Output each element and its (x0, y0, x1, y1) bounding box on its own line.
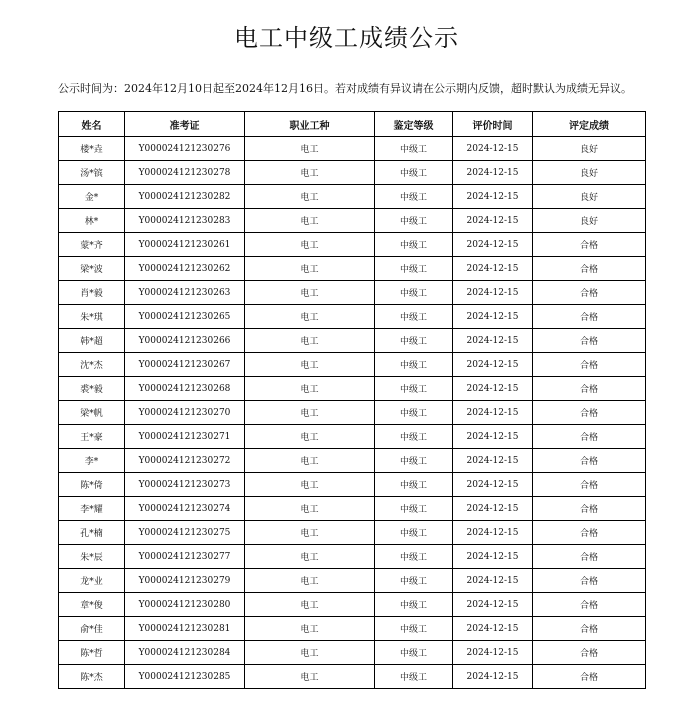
table-row (59, 449, 646, 473)
cell-result: 良好 (533, 209, 646, 233)
table-row (59, 377, 646, 401)
cell-level: 中级工 (375, 209, 453, 233)
cell-occupation: 电工 (245, 665, 375, 689)
cell-result: 合格 (533, 401, 646, 425)
table-row (59, 185, 646, 209)
table-header-row (59, 112, 646, 137)
cell-exam-id: Y000024121230272 (125, 449, 245, 473)
cell-name: 陈*杰 (59, 665, 125, 689)
cell-name: 李* (59, 449, 125, 473)
cell-result: 合格 (533, 641, 646, 665)
cell-result: 合格 (533, 425, 646, 449)
cell-occupation: 电工 (245, 329, 375, 353)
cell-exam-id: Y000024121230265 (125, 305, 245, 329)
cell-exam-id: Y000024121230284 (125, 641, 245, 665)
cell-level: 中级工 (375, 161, 453, 185)
cell-occupation: 电工 (245, 377, 375, 401)
cell-result: 良好 (533, 185, 646, 209)
cell-eval-date: 2024-12-15 (453, 545, 533, 569)
cell-eval-date: 2024-12-15 (453, 233, 533, 257)
cell-exam-id: Y000024121230282 (125, 185, 245, 209)
cell-exam-id: Y000024121230276 (125, 137, 245, 161)
cell-occupation: 电工 (245, 593, 375, 617)
table-row (59, 617, 646, 641)
cell-occupation: 电工 (245, 137, 375, 161)
cell-result: 合格 (533, 353, 646, 377)
cell-occupation: 电工 (245, 257, 375, 281)
cell-eval-date: 2024-12-15 (453, 497, 533, 521)
results-table (58, 111, 646, 689)
cell-name: 金* (59, 185, 125, 209)
cell-occupation: 电工 (245, 641, 375, 665)
table-body (59, 137, 646, 689)
cell-level: 中级工 (375, 449, 453, 473)
cell-result: 合格 (533, 329, 646, 353)
cell-occupation: 电工 (245, 161, 375, 185)
cell-occupation: 电工 (245, 569, 375, 593)
cell-level: 中级工 (375, 545, 453, 569)
cell-exam-id: Y000024121230278 (125, 161, 245, 185)
cell-eval-date: 2024-12-15 (453, 185, 533, 209)
cell-occupation: 电工 (245, 305, 375, 329)
cell-name: 朱*琪 (59, 305, 125, 329)
cell-occupation: 电工 (245, 353, 375, 377)
cell-eval-date: 2024-12-15 (453, 281, 533, 305)
cell-name: 汤*镔 (59, 161, 125, 185)
cell-exam-id: Y000024121230281 (125, 617, 245, 641)
cell-level: 中级工 (375, 377, 453, 401)
cell-name: 楼*垚 (59, 137, 125, 161)
header-exam-id: 准考证 (125, 112, 245, 137)
cell-name: 肖*毅 (59, 281, 125, 305)
cell-eval-date: 2024-12-15 (453, 377, 533, 401)
header-result: 评定成绩 (533, 112, 646, 137)
cell-level: 中级工 (375, 353, 453, 377)
cell-level: 中级工 (375, 401, 453, 425)
cell-result: 合格 (533, 257, 646, 281)
cell-name: 龙*业 (59, 569, 125, 593)
cell-result: 合格 (533, 449, 646, 473)
table-row (59, 257, 646, 281)
cell-exam-id: Y000024121230283 (125, 209, 245, 233)
cell-eval-date: 2024-12-15 (453, 617, 533, 641)
cell-result: 良好 (533, 137, 646, 161)
cell-level: 中级工 (375, 425, 453, 449)
cell-exam-id: Y000024121230277 (125, 545, 245, 569)
table-row (59, 473, 646, 497)
cell-name: 梁*波 (59, 257, 125, 281)
cell-exam-id: Y000024121230280 (125, 593, 245, 617)
cell-level: 中级工 (375, 593, 453, 617)
table-row (59, 425, 646, 449)
table-row (59, 641, 646, 665)
cell-result: 良好 (533, 161, 646, 185)
cell-eval-date: 2024-12-15 (453, 665, 533, 689)
cell-name: 俞*佳 (59, 617, 125, 641)
cell-result: 合格 (533, 473, 646, 497)
cell-eval-date: 2024-12-15 (453, 137, 533, 161)
cell-name: 梁*帆 (59, 401, 125, 425)
cell-level: 中级工 (375, 137, 453, 161)
cell-occupation: 电工 (245, 617, 375, 641)
cell-level: 中级工 (375, 521, 453, 545)
table-row (59, 569, 646, 593)
cell-occupation: 电工 (245, 401, 375, 425)
table-row (59, 545, 646, 569)
cell-eval-date: 2024-12-15 (453, 449, 533, 473)
cell-result: 合格 (533, 569, 646, 593)
cell-name: 沈*杰 (59, 353, 125, 377)
cell-exam-id: Y000024121230274 (125, 497, 245, 521)
table-row (59, 233, 646, 257)
cell-level: 中级工 (375, 641, 453, 665)
cell-exam-id: Y000024121230271 (125, 425, 245, 449)
cell-eval-date: 2024-12-15 (453, 641, 533, 665)
cell-exam-id: Y000024121230273 (125, 473, 245, 497)
cell-exam-id: Y000024121230270 (125, 401, 245, 425)
cell-eval-date: 2024-12-15 (453, 569, 533, 593)
cell-exam-id: Y000024121230275 (125, 521, 245, 545)
cell-result: 合格 (533, 233, 646, 257)
table-row (59, 665, 646, 689)
cell-eval-date: 2024-12-15 (453, 329, 533, 353)
page-title: 电工中级工成绩公示 (234, 24, 459, 52)
header-occupation: 职业工种 (245, 112, 375, 137)
header-level: 鉴定等级 (375, 112, 453, 137)
cell-name: 林* (59, 209, 125, 233)
cell-level: 中级工 (375, 305, 453, 329)
cell-eval-date: 2024-12-15 (453, 209, 533, 233)
cell-eval-date: 2024-12-15 (453, 521, 533, 545)
cell-exam-id: Y000024121230267 (125, 353, 245, 377)
cell-result: 合格 (533, 545, 646, 569)
table-row (59, 329, 646, 353)
cell-occupation: 电工 (245, 449, 375, 473)
table-row (59, 305, 646, 329)
cell-eval-date: 2024-12-15 (453, 593, 533, 617)
cell-eval-date: 2024-12-15 (453, 353, 533, 377)
cell-exam-id: Y000024121230268 (125, 377, 245, 401)
cell-level: 中级工 (375, 185, 453, 209)
cell-eval-date: 2024-12-15 (453, 425, 533, 449)
cell-name: 裘*毅 (59, 377, 125, 401)
cell-exam-id: Y000024121230263 (125, 281, 245, 305)
cell-exam-id: Y000024121230279 (125, 569, 245, 593)
cell-result: 合格 (533, 305, 646, 329)
table-row (59, 497, 646, 521)
cell-occupation: 电工 (245, 425, 375, 449)
cell-level: 中级工 (375, 569, 453, 593)
cell-result: 合格 (533, 617, 646, 641)
cell-exam-id: Y000024121230262 (125, 257, 245, 281)
cell-result: 合格 (533, 497, 646, 521)
cell-result: 合格 (533, 281, 646, 305)
cell-occupation: 电工 (245, 521, 375, 545)
header-eval-date: 评价时间 (453, 112, 533, 137)
cell-level: 中级工 (375, 329, 453, 353)
table-row (59, 161, 646, 185)
cell-name: 李*耀 (59, 497, 125, 521)
table-row (59, 353, 646, 377)
cell-result: 合格 (533, 665, 646, 689)
cell-exam-id: Y000024121230261 (125, 233, 245, 257)
cell-occupation: 电工 (245, 281, 375, 305)
table-row (59, 137, 646, 161)
cell-result: 合格 (533, 593, 646, 617)
cell-occupation: 电工 (245, 209, 375, 233)
cell-eval-date: 2024-12-15 (453, 473, 533, 497)
cell-occupation: 电工 (245, 497, 375, 521)
notice-text: 公示时间为：2024年12月10日起至2024年12月16日。若对成绩有异议请在公示期内反馈，超时默认为成绩无异议。 (58, 82, 632, 95)
cell-name: 王*豪 (59, 425, 125, 449)
cell-result: 合格 (533, 377, 646, 401)
cell-eval-date: 2024-12-15 (453, 401, 533, 425)
table-row (59, 281, 646, 305)
cell-eval-date: 2024-12-15 (453, 161, 533, 185)
cell-occupation: 电工 (245, 233, 375, 257)
cell-name: 章*俊 (59, 593, 125, 617)
cell-exam-id: Y000024121230285 (125, 665, 245, 689)
cell-eval-date: 2024-12-15 (453, 305, 533, 329)
header-name: 姓名 (59, 112, 125, 137)
cell-occupation: 电工 (245, 473, 375, 497)
cell-eval-date: 2024-12-15 (453, 257, 533, 281)
cell-level: 中级工 (375, 497, 453, 521)
cell-name: 韩*超 (59, 329, 125, 353)
cell-name: 陈*倚 (59, 473, 125, 497)
table-row (59, 521, 646, 545)
table-row (59, 209, 646, 233)
cell-level: 中级工 (375, 665, 453, 689)
cell-occupation: 电工 (245, 545, 375, 569)
cell-level: 中级工 (375, 233, 453, 257)
table-row (59, 401, 646, 425)
cell-result: 合格 (533, 521, 646, 545)
cell-occupation: 电工 (245, 185, 375, 209)
cell-exam-id: Y000024121230266 (125, 329, 245, 353)
cell-level: 中级工 (375, 281, 453, 305)
cell-level: 中级工 (375, 257, 453, 281)
cell-name: 朱*辰 (59, 545, 125, 569)
table-row (59, 593, 646, 617)
cell-name: 陈*哲 (59, 641, 125, 665)
cell-name: 孔*楠 (59, 521, 125, 545)
cell-name: 蒙*齐 (59, 233, 125, 257)
cell-level: 中级工 (375, 473, 453, 497)
cell-level: 中级工 (375, 617, 453, 641)
